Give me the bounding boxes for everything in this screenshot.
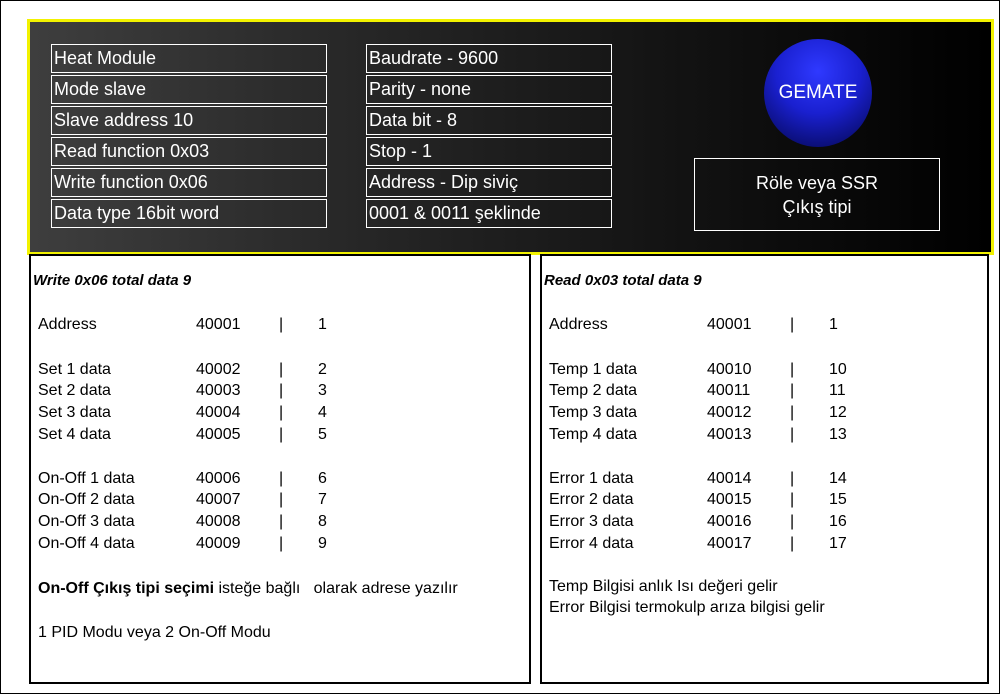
row-register: 40005: [196, 426, 241, 443]
row-separator: |: [790, 470, 795, 487]
row-register: 40012: [707, 404, 752, 421]
row-register: 40011: [707, 382, 751, 399]
row-separator: |: [279, 404, 284, 421]
row-separator: |: [790, 316, 795, 333]
row-label: On-Off 3 data: [38, 513, 135, 530]
row-register: 40015: [707, 491, 752, 508]
read-panel: [540, 254, 989, 684]
row-separator: |: [790, 404, 795, 421]
row-label: On-Off 2 data: [38, 491, 135, 508]
write-panel-title: Write 0x06 total data 9: [33, 272, 192, 289]
row-index: 8: [318, 513, 327, 530]
row-label: Temp 3 data: [549, 404, 638, 421]
row-index: 11: [829, 382, 846, 399]
temp-info-note: Temp Bilgisi anlık Isı değeri gelir: [549, 578, 778, 595]
row-index: 4: [318, 404, 327, 421]
row-separator: |: [279, 470, 284, 487]
row-register: 40017: [707, 535, 752, 552]
row-index: 12: [829, 404, 847, 421]
row-register: 40010: [707, 361, 752, 378]
row-separator: |: [790, 426, 795, 443]
spec-parity: Parity - none: [366, 75, 612, 104]
row-register: 40003: [196, 382, 241, 399]
output-type-note-rest: isteğe bağlı olarak adrese yazılır: [214, 580, 458, 597]
row-register: 40002: [196, 361, 241, 378]
output-type-note-bold: On-Off Çıkış tipi seçimi: [38, 580, 215, 597]
spec-module-name: Heat Module: [51, 44, 327, 73]
output-type-line-1: Röle veya SSR: [755, 173, 879, 193]
spec-address-format: 0001 & 0011 şeklinde: [366, 199, 612, 228]
row-label: Set 4 data: [38, 426, 111, 443]
spec-slave-address: Slave address 10: [51, 106, 327, 135]
module-header: [27, 19, 994, 255]
row-label: Address: [38, 316, 97, 333]
row-register: 40013: [707, 426, 752, 443]
row-label: Temp 2 data: [549, 382, 638, 399]
row-separator: |: [790, 382, 795, 399]
row-index: 17: [829, 535, 847, 552]
mode-note: 1 PID Modu veya 2 On-Off Modu: [38, 624, 271, 641]
row-separator: |: [790, 513, 795, 530]
row-separator: |: [279, 361, 284, 378]
row-index: 6: [318, 470, 327, 487]
row-index: 15: [829, 491, 847, 508]
row-label: Error 3 data: [549, 513, 634, 530]
row-separator: |: [790, 361, 795, 378]
spec-stop-bit: Stop - 1: [366, 137, 612, 166]
row-label: Error 1 data: [549, 470, 634, 487]
row-index: 10: [829, 361, 847, 378]
row-separator: |: [279, 426, 284, 443]
row-label: Address: [549, 316, 608, 333]
row-index: 14: [829, 470, 847, 487]
row-label: Set 1 data: [38, 361, 111, 378]
row-register: 40001: [707, 316, 752, 333]
row-label: On-Off 4 data: [38, 535, 135, 552]
row-separator: |: [279, 316, 284, 333]
read-panel-title: Read 0x03 total data 9: [544, 272, 702, 289]
row-label: Set 2 data: [38, 382, 111, 399]
row-index: 7: [318, 491, 327, 508]
row-label: Temp 4 data: [549, 426, 638, 443]
row-index: 5: [318, 426, 327, 443]
row-register: 40004: [196, 404, 241, 421]
row-separator: |: [790, 535, 795, 552]
row-separator: |: [279, 513, 284, 530]
output-type-box: [694, 158, 940, 231]
error-info-note: Error Bilgisi termokulp arıza bilgisi gelir: [549, 599, 825, 616]
row-index: 16: [829, 513, 847, 530]
row-index: 1: [318, 316, 327, 333]
row-label: On-Off 1 data: [38, 470, 135, 487]
row-separator: |: [790, 491, 795, 508]
row-index: 1: [829, 316, 838, 333]
row-index: 13: [829, 426, 847, 443]
spec-write-function: Write function 0x06: [51, 168, 327, 197]
row-separator: |: [279, 491, 284, 508]
row-separator: |: [279, 535, 284, 552]
row-register: 40009: [196, 535, 241, 552]
row-register: 40014: [707, 470, 752, 487]
row-register: 40008: [196, 513, 241, 530]
row-register: 40016: [707, 513, 752, 530]
output-type-note: [38, 578, 458, 600]
spec-address-dip: Address - Dip siviç: [366, 168, 612, 197]
write-panel: [29, 254, 531, 684]
spec-read-function: Read function 0x03: [51, 137, 327, 166]
row-register: 40007: [196, 491, 241, 508]
gemate-logo-text: GEMATE: [778, 82, 858, 103]
row-label: Error 2 data: [549, 491, 634, 508]
spec-data-type: Data type 16bit word: [51, 199, 327, 228]
output-type-line-2: Çıkış tipi: [782, 197, 852, 217]
row-separator: |: [279, 382, 284, 399]
row-register: 40001: [196, 316, 241, 333]
row-register: 40006: [196, 470, 241, 487]
spec-data-bit: Data bit - 8: [366, 106, 612, 135]
spec-baudrate: Baudrate - 9600: [366, 44, 612, 73]
row-label: Error 4 data: [549, 535, 634, 552]
row-label: Set 3 data: [38, 404, 111, 421]
spec-mode: Mode slave: [51, 75, 327, 104]
row-label: Temp 1 data: [549, 361, 638, 378]
row-index: 3: [318, 382, 327, 399]
row-index: 9: [318, 535, 327, 552]
gemate-logo: [764, 39, 872, 147]
row-index: 2: [318, 361, 327, 378]
